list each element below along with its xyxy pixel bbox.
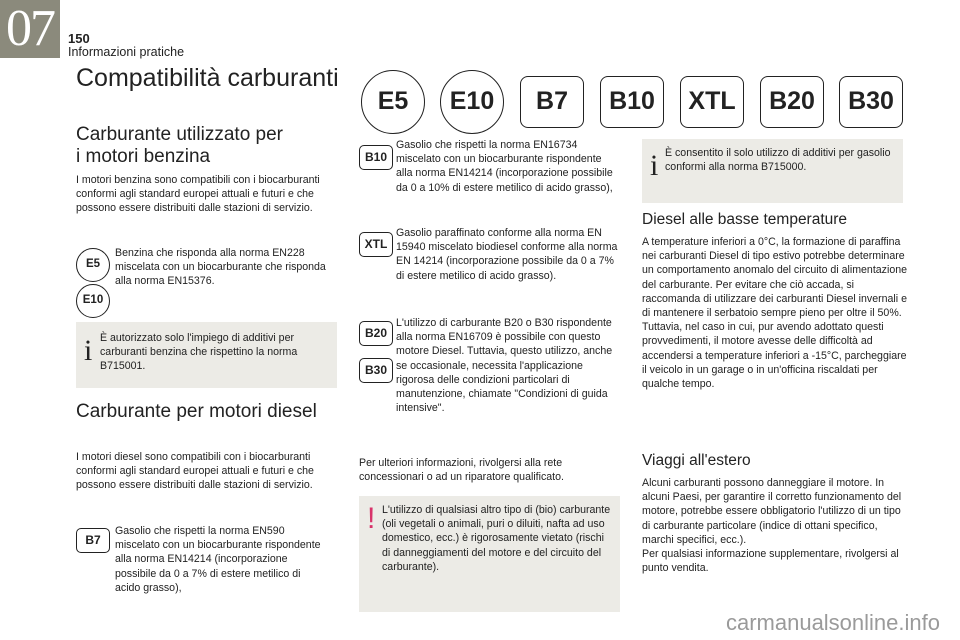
abroad-heading: Viaggi all'estero: [642, 452, 751, 469]
diesel-xtl-text: Gasolio paraffinato conforme alla norma EN 15940 miscelato biodiesel conforme alla norma EN 14214 (incorporazione possibile da 0 a 7% di estere metilico di acido grasso).: [396, 227, 618, 282]
fuel-badge-b30: B30: [839, 76, 903, 128]
petrol-note-text: È autorizzato solo l'impiego di additivi per carburanti benzina che rispettino la norma B715001.: [100, 332, 298, 373]
petrol-additive-note: [76, 322, 337, 388]
diesel-intro: I motori diesel sono compatibili con i biocarburanti conformi agli standard europei attuali e futuri e che possono essere distribuiti dalle stazioni di servizio.: [76, 451, 314, 492]
section-name: Informazioni pratiche: [68, 45, 185, 59]
fuel-badge-e5: E5: [361, 70, 425, 134]
low-temp-text: [642, 235, 908, 391]
diesel-badge-b30: B30: [359, 358, 393, 383]
diesel-badge-xtl: XTL: [359, 232, 393, 257]
abroad-paragraph-1: Alcuni carburanti possono danneggiare il motore. In alcuni Paesi, per garantire il corretto funzionamento del motore, potrebbe essere obbligatorio l'utilizzo di un tipo di carburante particolare (indice di ottani specifico, marchi specifici, ecc.).: [642, 477, 902, 546]
fuel-badge-b20: B20: [760, 76, 824, 128]
fuel-badge-b10: B10: [600, 76, 664, 128]
petrol-heading-line2: i motori benzina: [76, 146, 211, 167]
info-icon: i: [650, 149, 659, 182]
diesel-badge-b20: B20: [359, 321, 393, 346]
page-title: Compatibilità carburanti: [76, 64, 339, 92]
diesel-b10-text: Gasolio che rispetti la norma EN16734 miscelato con un biocarburante rispondente alla norma EN14214 (incorporazione possibile da 0 a 10% di estere metilico di acido grasso),: [396, 139, 613, 194]
petrol-intro: I motori benzina sono compatibili con i biocarburanti conformi agli standard europei attuali e futuri e che possono essere distribuiti dalle stazioni di servizio.: [76, 174, 320, 215]
fuel-badge-xtl: XTL: [680, 76, 744, 128]
petrol-badge-e5: E5: [76, 248, 110, 282]
petrol-heading: [76, 124, 346, 168]
diesel-warning-box: [359, 496, 620, 612]
diesel-more-info: Per ulteriori informazioni, rivolgersi alla rete concessionari o ad un riparatore qualificato.: [359, 457, 564, 484]
diesel-b20-b30-text: L'utilizzo di carburante B20 o B30 rispondente alla norma EN16709 è possibile con questo motore Diesel. Tuttavia, questo utilizzo, anche se occasionale, necessita l'applicazione rigorosa delle condizioni particolari di manutenzione, chiamate "Condizioni di guida intensive".: [396, 317, 613, 415]
petrol-heading-line1: Carburante utilizzato per: [76, 124, 283, 145]
fuel-badge-b7: B7: [520, 76, 584, 128]
abroad-paragraph-2: Per qualsiasi informazione supplementare, rivolgersi al punto vendita.: [642, 548, 899, 575]
petrol-badge-e10: E10: [76, 284, 110, 318]
page-number: 150: [68, 31, 90, 46]
chapter-tab: 07: [0, 0, 60, 58]
low-temp-paragraph-2: Tuttavia, nel caso in cui, pur avendo adottato questi provvedimenti, il motore avesse delle difficoltà ad accendersi a temperature inferiori a -15°C, parcheggiare il veicolo in un garage o in un'officina riscaldati per qualche tempo.: [642, 321, 907, 391]
abroad-text: [642, 476, 908, 575]
diesel-badge-b10: B10: [359, 145, 393, 170]
fuel-badge-e10: E10: [440, 70, 504, 134]
watermark: carmanualsonline.info: [725, 610, 940, 635]
diesel-b7-text: Gasolio che rispetti la norma EN590 miscelato con un biocarburante rispondente alla norma EN14214 (incorporazione possibile da 0 a 7% di estere metilico di acido grasso),: [115, 525, 321, 594]
diesel-additive-text: È consentito il solo utilizzo di additivi per gasolio conformi alla norma B715000.: [665, 147, 891, 174]
diesel-additive-note: [642, 139, 903, 203]
diesel-warning-text: L'utilizzo di qualsiasi altro tipo di (bio) carburante (oli vegetali o animali, puri o diluiti, nafta ad uso domestico, ecc.) è rigorosamente vietato (rischi di danneggiamenti del motore e del circuito del carburante).: [382, 504, 611, 573]
diesel-heading: Carburante per motori diesel: [76, 401, 317, 422]
low-temp-heading: Diesel alle basse temperature: [642, 211, 848, 228]
low-temp-paragraph-1: A temperature inferiori a 0°C, la formazione di paraffina nei carburanti Diesel di tipo estivo potrebbe determinare un comportamento anomalo del circuito di alimentazione del carburante. Per evitare che ciò accada, si raccomanda di utilizzare dei carburanti Diesel invernali e di mantenere il serbatoio sempre pieno per oltre il 50%.: [642, 236, 907, 320]
info-icon: i: [84, 334, 93, 367]
petrol-standard-text: Benzina che risponda alla norma EN228 miscelata con un biocarburante che risponda alla norma EN15376.: [115, 247, 326, 288]
diesel-badge-b7: B7: [76, 528, 110, 553]
warning-icon: !: [367, 502, 376, 535]
